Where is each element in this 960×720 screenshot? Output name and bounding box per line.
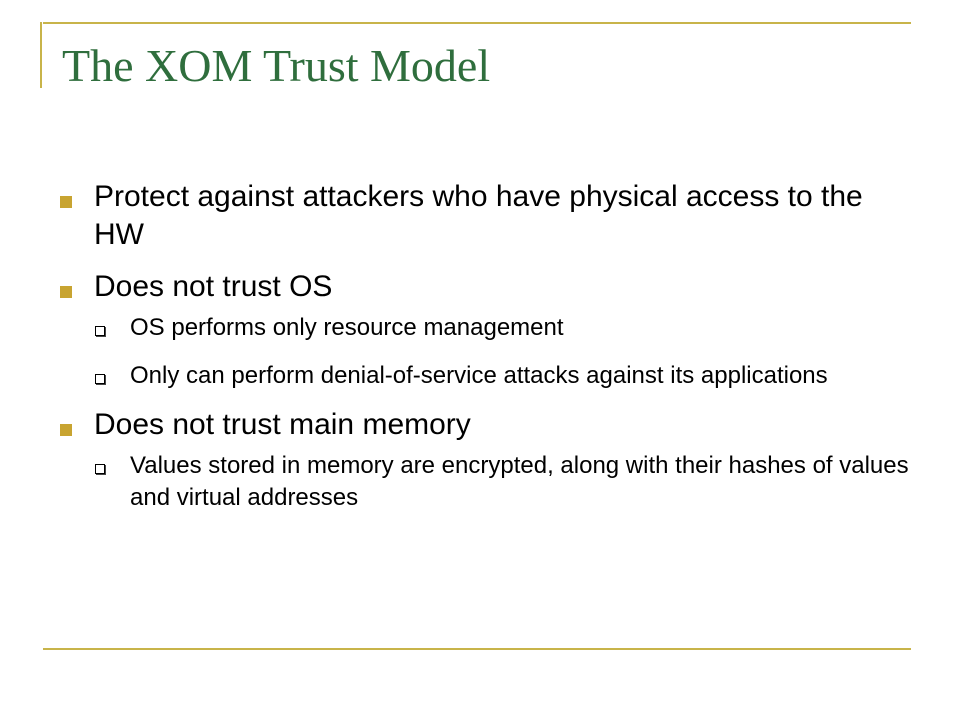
square-bullet-icon [60,196,72,208]
bullet-text: Does not trust main memory [94,408,471,441]
bullet-list [60,178,920,528]
top-rule [43,22,911,24]
bullet-text: Protect against attackers who have physical access to the HW [94,180,863,251]
square-bullet-icon [60,286,72,298]
sub-bullet-text: Values stored in memory are encrypted, along with their hashes of values and virtual addresses [130,452,909,511]
left-rule [40,22,42,88]
sub-bullet-item [94,450,920,514]
sub-bullet-list [94,312,920,392]
slide-title: The XOM Trust Model [62,40,491,91]
square-bullet-icon [60,424,72,436]
bullet-item [60,178,920,254]
sub-bullet-item [94,312,920,344]
hollow-square-bullet-icon [95,326,105,336]
sub-bullet-list [94,450,920,514]
bullet-text: Does not trust OS [94,270,333,303]
sub-bullet-text: Only can perform denial-of-service attacks against its applications [130,362,828,389]
bullet-item [60,406,920,514]
sub-bullet-text: OS performs only resource management [130,314,564,341]
hollow-square-bullet-icon [95,374,105,384]
bullet-item [60,268,920,392]
hollow-square-bullet-icon [95,464,105,474]
bottom-rule [43,648,911,650]
sub-bullet-item [94,360,920,392]
